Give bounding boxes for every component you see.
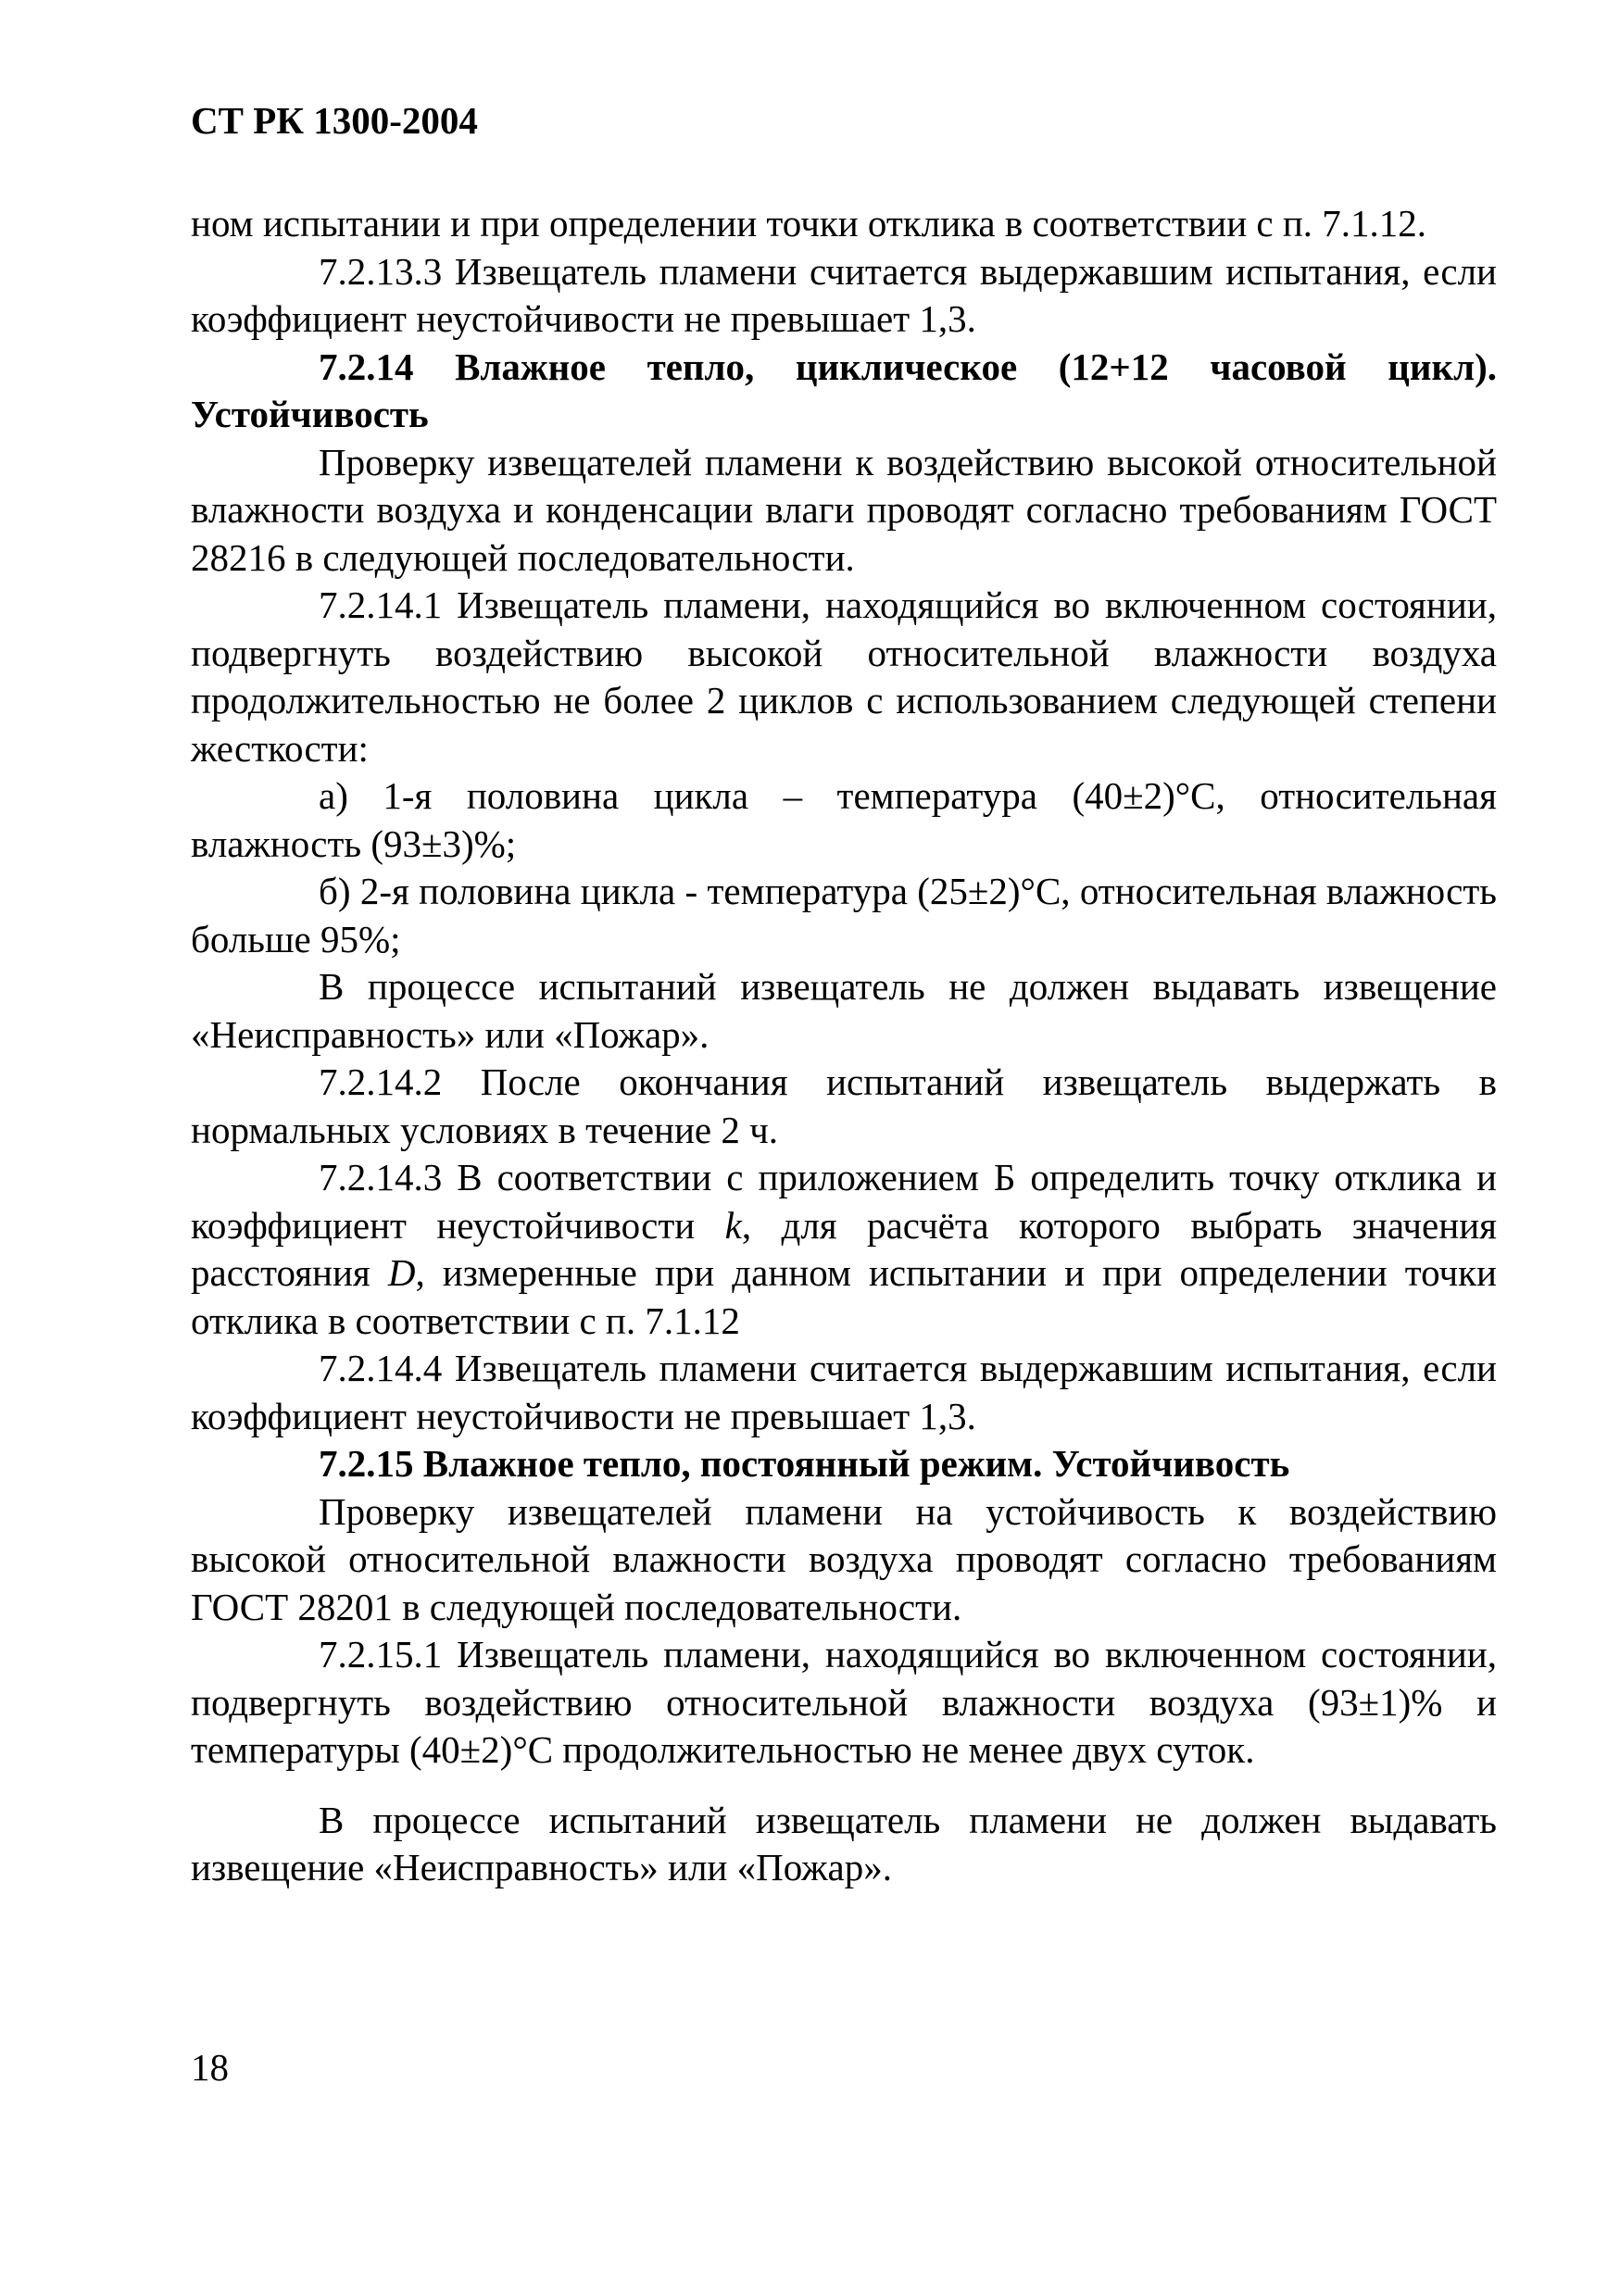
paragraph-test-note: В процессе испытаний извещатель не должен выдавать извещение «Неисправность» или «Пожар». (191, 965, 1497, 1056)
paragraph-7-2-14-3-part1: 7.2.14.3 В соответствии с приложением Б определить точку отклика и коэффициент неустойчивости (191, 1156, 1497, 1247)
paragraph-7-2-13-3: 7.2.13.3 Извещатель пламени считается выдержавшим испытания, если коэффициент неустойчивости не превышает 1,3. (191, 249, 1497, 340)
paragraph-7-2-14-3-part2: , для расчёта которого выбрать значения расстояния (191, 1203, 1497, 1294)
document-code-header: СТ РК 1300-2004 (191, 99, 478, 142)
document-body (191, 200, 1497, 1892)
page-number: 18 (191, 2046, 229, 2089)
variable-k: k (724, 1203, 742, 1247)
paragraph-7-2-14-3 (191, 1154, 1497, 1345)
section-heading-7-2-15: 7.2.15 Влажное тепло, постоянный режим. Устойчивость (319, 1442, 1290, 1485)
list-item-a: а) 1-я половина цикла – температура (40±2)°C, относительная влажность (93±3)%; (191, 774, 1497, 865)
paragraph-continuation: ном испытании и при определении точки отклика в соответствии с п. 7.1.12. (191, 202, 1427, 245)
paragraph-7-2-14-2: 7.2.14.2 После окончания испытаний извещатель выдержать в нормальных условиях в течение 2 ч. (191, 1060, 1497, 1151)
paragraph-7-2-14-intro: Проверку извещателей пламени к воздействию высокой относительной влажности воздуха и конденсации влаги проводят согласно требованиям ГОСТ 28216 в следующей последовательности. (191, 440, 1497, 579)
paragraph-7-2-15-1: 7.2.15.1 Извещатель пламени, находящийся во включенном состоянии, подвергнуть воздействию относительной влажности воздуха (93±1)% и температуры (40±2)°C продолжительностью не менее двух суток. (191, 1633, 1497, 1771)
paragraph-7-2-15-intro: Проверку извещателей пламени на устойчивость к воздействию высокой относительной влажности воздуха проводят согласно требованиям ГОСТ 28201 в следующей последовательности. (191, 1489, 1497, 1628)
paragraph-7-2-14-4: 7.2.14.4 Извещатель пламени считается выдержавшим испытания, если коэффициент неустойчивости не превышает 1,3. (191, 1347, 1497, 1437)
list-item-b: б) 2-я половина цикла - температура (25±2)°C, относительная влажность больше 95%; (191, 870, 1497, 960)
paragraph-7-2-14-3-part3: , измеренные при данном испытании и при определении точки отклика в соответствии с п. 7.1.12 (191, 1251, 1498, 1342)
paragraph-7-2-14-1: 7.2.14.1 Извещатель пламени, находящийся во включенном состоянии, подвергнуть воздействию высокой относительной влажности воздуха продолжительностью не более 2 циклов с использованием следующей степени жесткости: (191, 583, 1497, 770)
section-heading-7-2-14: 7.2.14 Влажное тепло, циклическое (12+12 часовой цикл). Устойчивость (191, 345, 1497, 435)
variable-d: D (387, 1251, 416, 1294)
paragraph-test-note-2: В процессе испытаний извещатель пламени не должен выдавать извещение «Неисправность» или «Пожар». (191, 1798, 1497, 1888)
